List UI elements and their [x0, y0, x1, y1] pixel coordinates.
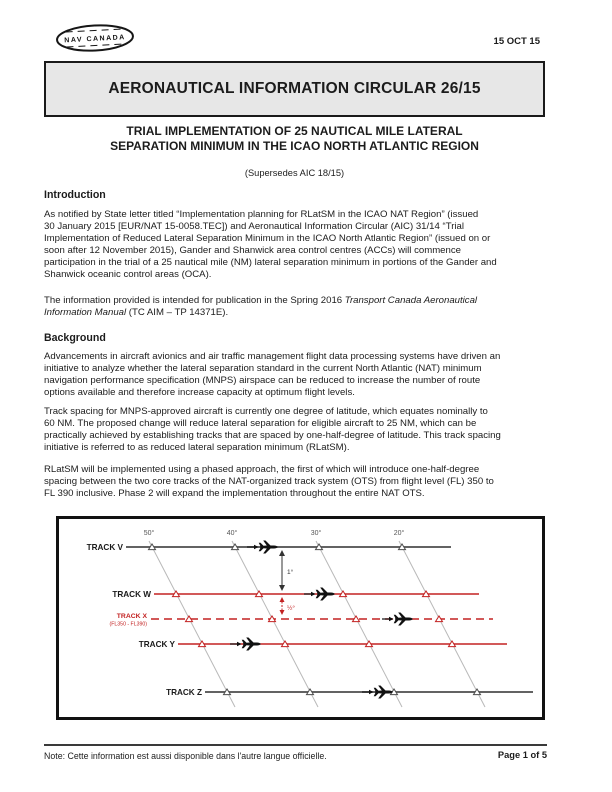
- airplane-icon: [259, 541, 278, 554]
- airplane-icon: [374, 686, 393, 699]
- document-title: [44, 124, 545, 154]
- arrowhead-up: [280, 597, 285, 602]
- meridian-line-30: [316, 541, 402, 707]
- paragraph-line: FL 390 inclusive. Phase 2 will expand the implementation throughout the entire NAT OTS.: [44, 488, 425, 500]
- direction-arrowhead: [369, 690, 374, 695]
- paragraph-line: options available and therefore increase capacity at optimum flight levels.: [44, 387, 355, 399]
- paragraph-line: practically achieved by establishing tracks that are spaced by one-half-degree of latitude. This track spacing: [44, 430, 501, 442]
- meridian-label-20: 20°: [393, 530, 405, 537]
- meridian-label-40: 40°: [226, 530, 238, 537]
- track-y-label: TRACK Y: [138, 640, 175, 649]
- introduction-heading: Introduction: [44, 189, 106, 201]
- document-title-line2: SEPARATION MINIMUM IN THE ICAO NORTH ATLANTIC REGION: [110, 139, 479, 153]
- track-x-label: TRACK X: [116, 613, 147, 620]
- paragraph-line: navigation performance specification (MNPS) airspace can be reduced to increase the number of route: [44, 375, 481, 387]
- meridian-line-50: [149, 541, 235, 707]
- track-z-label: TRACK Z: [166, 688, 202, 697]
- page-number: Page 1 of 5: [497, 750, 547, 760]
- paragraph-line: Track spacing for MNPS-approved aircraft is currently one degree of latitude, which equates nominally to: [44, 406, 488, 417]
- italic-text-run: Information Manual: [44, 307, 127, 319]
- meridian-line-20: [399, 541, 485, 707]
- paragraph-line: initiative is referred to as reduced lateral separation minimum (RLatSM).: [44, 442, 350, 454]
- text-run: (TC AIM – TP 14371E).: [126, 307, 229, 319]
- paragraph-line: 60 NM. The proposed change will reduce lateral separation for eligible aircraft to 25 NM, which can be: [44, 418, 477, 430]
- background-heading: Background: [44, 332, 106, 344]
- paragraph-line: soon after 12 November 2015), Gander and Shanwick area control centres (ACCs) will commence: [44, 245, 461, 257]
- airplane-icon: [394, 613, 413, 626]
- paragraph-line: [44, 307, 556, 319]
- intro-paragraph-2: [44, 295, 556, 319]
- airplane-icon: [242, 638, 261, 651]
- meridian-label-30: 30°: [310, 530, 322, 537]
- paragraph-line: 30 January 2015 [EUR/NAT 15-0058.TEC]) and Aeronautical Information Circular (AIC) 31/14 “Trial: [44, 221, 465, 233]
- track-x-levels-label: (FL350 - FL390): [109, 621, 147, 628]
- meridian-label-50: 50°: [143, 530, 155, 537]
- footer-rule: [44, 744, 547, 746]
- paragraph-line: Advancements in aircraft avionics and air traffic management flight data processing systems have driven an: [44, 351, 501, 362]
- track-diagram: [59, 519, 542, 717]
- paragraph-line: initiative to analyze whether the lateral separation standard in the current North Atlantic (NAT) minimum: [44, 363, 482, 375]
- direction-arrowhead: [237, 642, 242, 647]
- paragraph-line: RLatSM will be implemented using a phased approach, the first of which will introduce one-half-degree: [44, 464, 480, 475]
- italic-text-run: Transport Canada Aeronautical: [344, 295, 478, 306]
- supersedes-note: (Supersedes AIC 18/15): [244, 168, 345, 178]
- footer-language-note: Note: Cette information est aussi disponible dans l'autre langue officielle.: [44, 751, 327, 761]
- document-title-line1: TRIAL IMPLEMENTATION OF 25 NAUTICAL MILE LATERAL: [126, 124, 463, 138]
- paragraph-line: As notified by State letter titled “Implementation planning for RLatSM in the ICAO NAT Region” (issued: [44, 209, 479, 220]
- track-diagram-figure: [56, 516, 545, 720]
- one-degree-label: 1°: [287, 569, 294, 576]
- paragraph-line: Shanwick oceanic control areas (OCA).: [44, 269, 212, 281]
- direction-arrowhead: [311, 592, 316, 597]
- paragraph-line: [44, 295, 556, 307]
- issue-date: 15 OCT 15: [493, 36, 540, 47]
- intro-paragraph-1: [44, 209, 556, 282]
- direction-arrowhead: [389, 617, 394, 622]
- background-paragraph-2: [44, 406, 556, 454]
- arrowhead-down: [280, 610, 285, 615]
- text-run: The information provided is intended for publication in the Spring 2016: [44, 295, 345, 306]
- half-degree-label: ½°: [287, 605, 296, 612]
- circular-banner: [44, 61, 545, 117]
- nav-canada-logo: [54, 23, 136, 53]
- background-paragraph-1: [44, 351, 556, 399]
- direction-arrowhead: [254, 545, 259, 550]
- track-w-label: TRACK W: [112, 590, 151, 599]
- logo-text: NAV CANADA: [64, 34, 126, 45]
- background-paragraph-3: [44, 464, 556, 500]
- track-v-label: TRACK V: [86, 543, 123, 552]
- arrowhead-down: [279, 585, 285, 591]
- paragraph-line: spacing between the two core tracks of the NAT-organized track system (OTS) from flight level (FL) 350 to: [44, 476, 494, 488]
- paragraph-line: participation in the trial of a 25 nautical mile (NM) lateral separation minimum in portions of the Gander and: [44, 257, 497, 269]
- meridian-line-40: [232, 541, 318, 707]
- paragraph-line: Implementation of Reduced Lateral Separation Minimum in the ICAO North Atlantic Region” (issued on or: [44, 233, 491, 245]
- nav-canada-logo-graphic: [54, 23, 136, 53]
- arrowhead-up: [279, 550, 285, 556]
- airplane-icon: [316, 588, 335, 601]
- banner-title: AERONAUTICAL INFORMATION CIRCULAR 26/15: [108, 80, 481, 97]
